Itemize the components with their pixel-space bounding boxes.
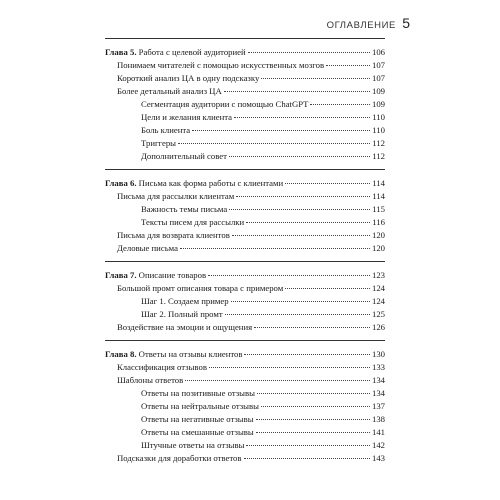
toc-subentry (105, 295, 385, 308)
toc-chapter-heading (105, 177, 385, 190)
page-ref: 142 (371, 440, 385, 450)
dot-leader (225, 314, 370, 315)
toc-entry-label: Шаг 1. Создаем пример (141, 296, 229, 306)
page-ref: 109 (371, 99, 385, 109)
toc-entry-label: Деловые письма (117, 243, 178, 253)
toc-entry-label (105, 269, 206, 282)
dot-leader (229, 156, 370, 157)
dot-leader (261, 406, 370, 407)
page-ref: 106 (371, 47, 385, 57)
chapter-number: Глава 8. (105, 349, 137, 359)
page-ref: 141 (371, 427, 385, 437)
toc-entry-label: Письма для рассылки клиентам (117, 191, 235, 201)
toc-entry (105, 85, 385, 98)
toc-entry-label: Ответы на смешанные отзывы (141, 427, 254, 437)
page-ref: 126 (371, 322, 385, 332)
chapter-title: Работа с целевой аудиторией (138, 47, 246, 57)
toc-section-chapter-5 (105, 38, 385, 163)
toc-subentry (105, 387, 385, 400)
page-ref: 133 (371, 362, 385, 372)
toc-chapter-heading (105, 269, 385, 282)
dot-leader (257, 393, 370, 394)
toc-entry-label: Короткий анализ ЦА в одну подсказку (117, 73, 260, 83)
toc-subentry (105, 308, 385, 321)
toc-entry-label: Большой промт описания товара с примером (117, 283, 284, 293)
page-ref: 124 (371, 296, 385, 306)
page-ref: 116 (372, 217, 385, 227)
toc-subentry (105, 439, 385, 452)
toc-section-chapter-6 (105, 169, 385, 255)
chapter-title: Ответы на отзывы клиентов (138, 349, 243, 359)
page-ref: 110 (372, 125, 385, 135)
toc-entry (105, 190, 385, 203)
toc-entry-label: Дополнительный совет (141, 151, 227, 161)
page-ref: 109 (371, 86, 385, 96)
page-ref: 115 (372, 204, 385, 214)
dot-leader (246, 222, 370, 223)
dot-leader (326, 65, 370, 66)
page-ref: 120 (371, 243, 385, 253)
toc-entry-label: Боль клиента (141, 125, 191, 135)
dot-leader (246, 445, 370, 446)
toc-entry-label: Ответы на негативные отзывы (141, 414, 254, 424)
page-ref: 123 (371, 270, 385, 280)
dot-leader (180, 248, 370, 249)
page-ref: 110 (372, 112, 385, 122)
page-ref: 124 (371, 283, 385, 293)
dot-leader (236, 196, 370, 197)
dot-leader (209, 367, 370, 368)
page-ref: 107 (371, 60, 385, 70)
dot-leader (285, 288, 370, 289)
toc-entry-label (105, 348, 242, 361)
toc-entry-label: Цели и желания клиента (141, 112, 232, 122)
toc-chapter-heading (105, 46, 385, 59)
toc-entry (105, 361, 385, 374)
dot-leader (248, 52, 370, 53)
chapter-title: Описание товаров (138, 270, 207, 280)
toc-entry-label: Воздействие на эмоции и ощущения (117, 322, 253, 332)
toc-entry-label: Важность темы письма (141, 204, 228, 214)
page-ref: 114 (372, 191, 385, 201)
dot-leader (185, 380, 370, 381)
page-ref: 134 (371, 388, 385, 398)
dot-leader (256, 432, 370, 433)
toc-entry (105, 229, 385, 242)
page-ref: 112 (372, 138, 385, 148)
dot-leader (192, 130, 370, 131)
toc-chapter-heading (105, 348, 385, 361)
toc-subentry (105, 413, 385, 426)
toc-entry (105, 242, 385, 255)
chapter-title: Письма как форма работы с клиентами (138, 178, 284, 188)
dot-leader (256, 419, 370, 420)
toc-subentry (105, 111, 385, 124)
toc-entry-label: Подсказки для доработки ответов (117, 453, 242, 463)
toc-entry-label (105, 46, 246, 59)
toc-entry-label: Штучные ответы на отзывы (141, 440, 245, 450)
toc-entry-label: Понимаем читателей с помощью искусственных мозгов (117, 60, 325, 70)
page-ref: 120 (371, 230, 385, 240)
chapter-number: Глава 5. (105, 47, 137, 57)
dot-leader (261, 78, 370, 79)
toc-entry (105, 374, 385, 387)
toc-entry-label: Сегментация аудитории с помощью ChatGPT (141, 99, 309, 109)
dot-leader (254, 327, 370, 328)
running-header: ОГЛАВЛЕНИЕ (326, 20, 396, 31)
toc-entry (105, 282, 385, 295)
toc-entry (105, 321, 385, 334)
toc-entry-label: Ответы на нейтральные отзывы (141, 401, 259, 411)
toc-subentry (105, 426, 385, 439)
page-ref: 143 (371, 453, 385, 463)
toc-entry (105, 452, 385, 465)
toc-subentry (105, 150, 385, 163)
page-ref: 107 (371, 73, 385, 83)
page-ref: 130 (371, 349, 385, 359)
toc-section-chapter-7 (105, 261, 385, 334)
dot-leader (234, 117, 370, 118)
toc-entry-label (105, 177, 283, 190)
page-ref: 137 (371, 401, 385, 411)
toc-entry (105, 72, 385, 85)
toc-entry (105, 59, 385, 72)
toc-subentry (105, 203, 385, 216)
dot-leader (244, 458, 370, 459)
page-ref: 125 (371, 309, 385, 319)
dot-leader (310, 104, 370, 105)
toc-entry-label: Более детальный анализ ЦА (117, 86, 222, 96)
toc-entry-label: Триггеры (141, 138, 177, 148)
toc-subentry (105, 400, 385, 413)
toc-entry-label: Тексты писем для рассылки (141, 217, 245, 227)
dot-leader (231, 301, 370, 302)
page-ref: 114 (372, 178, 385, 188)
toc-subentry (105, 216, 385, 229)
dot-leader (178, 143, 370, 144)
chapter-number: Глава 6. (105, 178, 137, 188)
dot-leader (224, 91, 370, 92)
page-ref: 138 (371, 414, 385, 424)
chapter-number: Глава 7. (105, 270, 137, 280)
toc-subentry (105, 137, 385, 150)
toc-entry-label: Шаблоны ответов (117, 375, 184, 385)
toc-section-chapter-8 (105, 340, 385, 465)
dot-leader (244, 354, 369, 355)
toc-subentry (105, 124, 385, 137)
toc-entry-label: Письма для возврата клиентов (117, 230, 230, 240)
page-number: 5 (402, 15, 410, 31)
page-ref: 112 (372, 151, 385, 161)
dot-leader (208, 275, 370, 276)
toc-entry-label: Классификация отзывов (117, 362, 207, 372)
dot-leader (232, 235, 370, 236)
toc-entry-label: Ответы на позитивные отзывы (141, 388, 255, 398)
dot-leader (285, 183, 370, 184)
table-of-contents (105, 38, 385, 471)
dot-leader (229, 209, 370, 210)
toc-entry-label: Шаг 2. Полный промт (141, 309, 223, 319)
toc-subentry (105, 98, 385, 111)
page-ref: 134 (371, 375, 385, 385)
